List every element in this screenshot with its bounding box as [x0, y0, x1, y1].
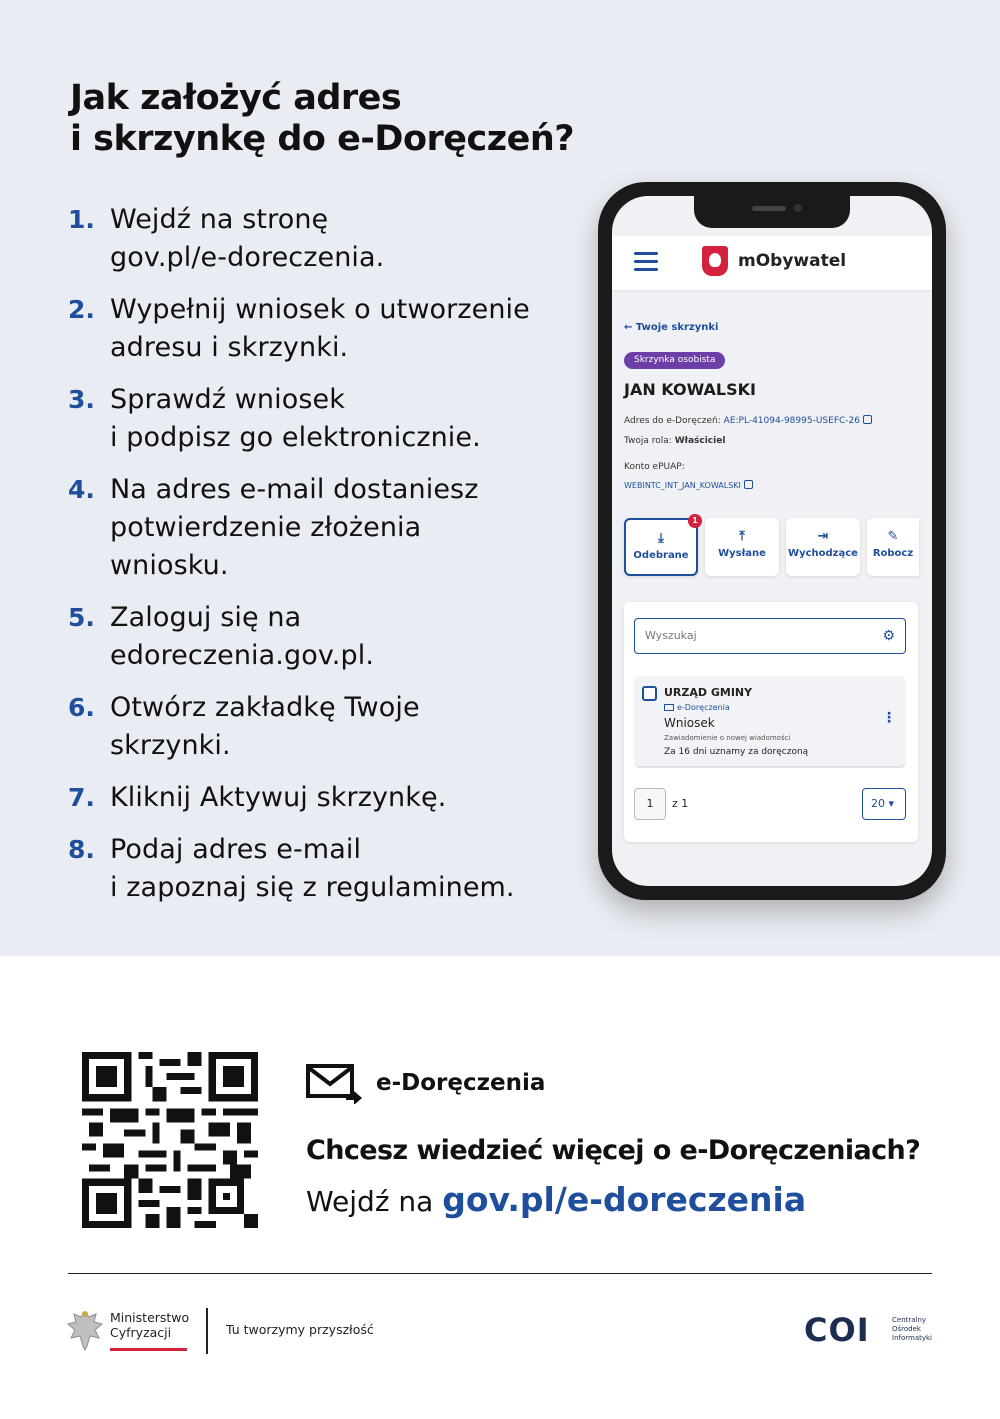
step-number: 7.: [68, 783, 95, 812]
epuap-label: Konto ePUAP:: [624, 462, 685, 472]
mailbox-type-badge: Skrzynka osobista: [624, 352, 725, 369]
address-value: AE:PL-41094-98995-USEFC-26: [723, 416, 860, 426]
step-item: [68, 201, 568, 277]
filter-icon[interactable]: ⚙: [882, 628, 895, 644]
promo-question: Chcesz wiedzieć więcej o e-Doręczeniach?: [306, 1135, 921, 1166]
camera-icon: [794, 204, 802, 212]
step-text: Sprawdź wniosek i podpisz go elektronicznie.: [110, 384, 481, 453]
envelope-arrow-icon: [306, 1062, 362, 1104]
phone-screen: [612, 196, 932, 886]
step-item: [68, 831, 568, 907]
step-text: Zaloguj się na edoreczenia.gov.pl.: [110, 602, 375, 671]
inbox-download-icon: ⤓: [658, 531, 664, 546]
step-text: Wejdź na stronę gov.pl/e-doreczenia.: [110, 204, 385, 273]
message-channel-label: e-Doręczenia: [677, 703, 730, 712]
phone-mockup: [598, 182, 946, 900]
brand-name: e-Doręczenia: [376, 1070, 546, 1096]
pagination: [634, 788, 906, 822]
step-number: 1.: [68, 205, 95, 234]
step-item: [68, 689, 568, 765]
tile-label: Robocz: [872, 548, 914, 559]
ministry-slogan: Tu tworzymy przyszłość: [226, 1322, 374, 1337]
message-note: Zawiadomienie o nowej wiadomości: [664, 734, 791, 742]
upload-icon: ⤒: [739, 529, 745, 544]
message-row[interactable]: [634, 676, 906, 768]
flag-bar: [110, 1347, 187, 1351]
copy-icon[interactable]: [863, 415, 872, 424]
speaker-grille: [752, 206, 786, 211]
phone-notch: [694, 196, 850, 228]
step-text: Podaj adres e-mail i zapoznaj się z regulaminem.: [110, 834, 515, 903]
step-text: Kliknij Aktywuj skrzynkę.: [110, 782, 447, 813]
step-number: 2.: [68, 295, 95, 324]
message-list-card: [624, 602, 918, 842]
tile-wychodzace[interactable]: [786, 518, 860, 576]
tile-wyslane[interactable]: [705, 518, 779, 576]
app-header: [612, 236, 932, 290]
tile-odebrane[interactable]: [624, 518, 698, 576]
eagle-emblem-icon: [66, 1308, 104, 1352]
step-number: 4.: [68, 475, 95, 504]
step-item: [68, 381, 568, 457]
step-item: [68, 291, 568, 367]
message-sender: URZĄD GMINY: [664, 686, 753, 699]
step-text: Wypełnij wniosek o utworzenie adresu i skrzynki.: [110, 294, 530, 363]
address-row: [624, 415, 872, 426]
more-vertical-icon[interactable]: ⋮: [882, 710, 896, 726]
back-link[interactable]: [624, 322, 718, 333]
step-item: [68, 779, 568, 817]
tile-robocze[interactable]: [867, 518, 919, 576]
visit-link[interactable]: gov.pl/e-doreczenia: [442, 1180, 807, 1219]
epuap-row: [624, 480, 753, 491]
step-text: Otwórz zakładkę Twoje skrzynki.: [110, 692, 420, 761]
hamburger-menu-icon[interactable]: [634, 252, 658, 270]
visit-prefix: Wejdź na: [306, 1185, 443, 1218]
message-deadline: Za 16 dni uznamy za doręczoną: [664, 747, 809, 757]
pencil-icon: ✎: [887, 529, 899, 544]
back-link-label: Twoje skrzynki: [635, 322, 719, 333]
step-number: 3.: [68, 385, 95, 414]
role-value: Właściciel: [674, 436, 726, 446]
tile-label: Wysłane: [718, 548, 766, 559]
mailbox-screen: [612, 290, 932, 886]
tile-label: Wychodzące: [788, 548, 858, 559]
step-number: 6.: [68, 693, 95, 722]
step-number: 8.: [68, 835, 95, 864]
qr-code: [82, 1052, 258, 1228]
promo-visit: [306, 1180, 806, 1219]
page-title: [70, 78, 574, 160]
role-label: Twoja rola:: [624, 436, 672, 446]
polish-emblem-icon: [702, 246, 728, 276]
address-label: Adres do e-Doręczeń:: [624, 416, 721, 426]
tile-label: Odebrane: [633, 550, 689, 561]
steps-list: [68, 201, 568, 921]
step-item: [68, 471, 568, 585]
coi-full-name: Centralny Ośrodek Informatyki: [892, 1316, 932, 1342]
notification-badge: 1: [688, 514, 702, 528]
page-count: z 1: [672, 797, 689, 810]
copy-icon[interactable]: [744, 480, 753, 489]
coi-mark: COI: [804, 1311, 870, 1349]
message-channel: [664, 703, 730, 712]
search-input[interactable]: [634, 618, 906, 654]
title-line-1: Jak założyć adres: [70, 78, 402, 118]
footer-divider: [68, 1273, 932, 1274]
per-page-select[interactable]: 20 ▾: [862, 788, 906, 820]
mailbox-folder-tiles: [624, 518, 932, 578]
message-checkbox[interactable]: [642, 686, 657, 701]
search-placeholder: Wyszukaj: [645, 629, 697, 642]
arrow-left-icon: ←: [624, 322, 636, 333]
epuap-value: WEBINTC_INT_JAN_KOWALSKI: [624, 481, 741, 490]
title-line-2: i skrzynkę do e-Doręczeń?: [70, 119, 575, 159]
ministry-name: Ministerstwo Cyfryzacji: [110, 1310, 190, 1340]
step-text: Na adres e-mail dostaniesz potwierdzenie złożenia wniosku.: [110, 474, 479, 581]
footer-separator: [206, 1308, 208, 1354]
app-name: mObywatel: [738, 251, 847, 271]
owner-name: JAN KOWALSKI: [624, 380, 756, 399]
outgoing-icon: ⇥: [817, 529, 829, 544]
step-item: [68, 599, 568, 675]
role-row: [624, 436, 725, 446]
e-doreczenia-brand: [306, 1062, 545, 1104]
page-number-input[interactable]: 1: [634, 788, 666, 820]
step-number: 5.: [68, 603, 95, 632]
message-subject: Wniosek: [664, 716, 715, 730]
envelope-icon: [664, 704, 674, 711]
